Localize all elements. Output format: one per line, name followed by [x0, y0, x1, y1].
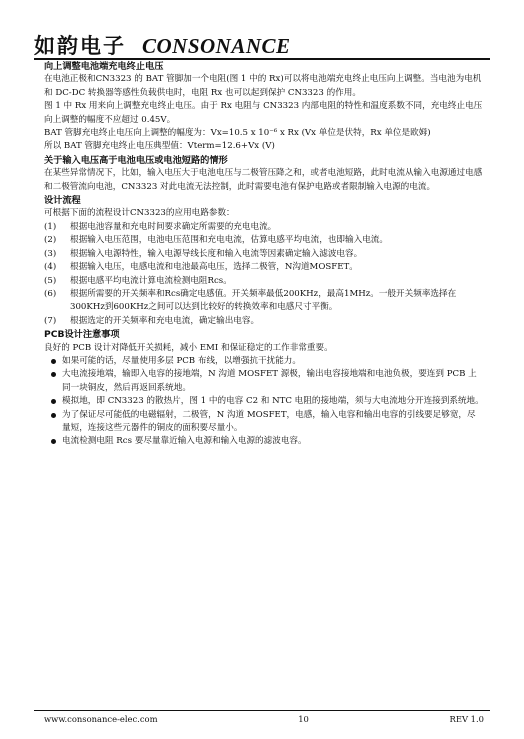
section-heading: 关于输入电压高于电池电压或电池短路的情形	[44, 154, 228, 166]
bullet-icon	[44, 395, 62, 408]
list-item	[44, 409, 484, 436]
footer-website: www.consonance-elec.com	[44, 714, 158, 724]
page-header	[34, 30, 291, 60]
design-step	[44, 248, 484, 261]
bullet-icon	[44, 355, 62, 368]
section-heading: 设计流程	[44, 195, 81, 207]
bullet-icon	[44, 435, 62, 448]
step-text: 根据电感平均电流计算电流检测电阻Rcs。	[70, 275, 232, 286]
section-heading: PCB设计注意事项	[44, 329, 120, 341]
page-content	[44, 60, 484, 449]
pcb-bullet-list	[44, 355, 484, 449]
step-number: (6)	[44, 288, 57, 299]
design-step	[44, 221, 484, 234]
paragraph: 在电池正极和CN3323 的 BAT 管脚加一个电阻(图 1 中的 Rx)可以将电池端充电终止电压向上调整。当电池为电机和 DC-DC 转换器等感性负载供电时，电阻 Rx 也可以起到保护 CN3323 的作用。	[44, 74, 482, 98]
list-item	[44, 395, 484, 408]
step-text: 根据选定的开关频率和充电电流，确定输出电容。	[70, 315, 260, 326]
bullet-text: 大电流接地端，输即入电容的接地端，N 沟道 MOSFET 源极，输出电容接地端和电池负极，要连到 PCB 上同一块铜皮，然后再返回系统地。	[62, 369, 477, 393]
list-item	[44, 355, 484, 368]
step-text: 根据输入电源特性，输入电源导线长度和输入电流等因素确定输入滤波电容。	[70, 248, 363, 259]
design-step	[44, 261, 484, 274]
formula-line: 所以 BAT 管脚充电终止电压典型值：Vterm=12.6+Vx (V)	[44, 141, 275, 152]
list-item	[44, 435, 484, 448]
revision-label: REV 1.0	[449, 714, 484, 724]
footer-divider	[34, 710, 490, 711]
design-step	[44, 288, 484, 315]
paragraph: 图 1 中 Rx 用来向上调整充电终止电压。由于 Rx 电阻与 CN3323 内部电阻的特性和温度系数不同，充电终止电压向上调整的幅度不应超过 0.45V。	[44, 101, 483, 125]
section-charge-voltage-adjust	[44, 60, 484, 154]
step-number: (1)	[44, 221, 57, 232]
step-number: (3)	[44, 248, 57, 259]
bullet-text: 如果可能的话，尽量使用多层 PCB 布线，以增强抗干扰能力。	[62, 355, 301, 366]
paragraph: 可根据下面的流程设计CN3323的应用电路参数：	[44, 208, 235, 219]
step-number: (4)	[44, 262, 57, 273]
paragraph: 良好的 PCB 设计对降低开关损耗，减小 EMI 和保证稳定的工作非常重要。	[44, 342, 333, 353]
step-number: (5)	[44, 275, 57, 286]
design-step-list	[44, 221, 484, 328]
step-text: 根据电池容量和充电时间要求确定所需要的充电电流。	[70, 221, 277, 232]
brand-logo-cn: 如韵电子	[34, 33, 126, 58]
list-item	[44, 368, 484, 395]
step-number: (7)	[44, 315, 57, 326]
step-text: 根据输入电压，电感电流和电池最高电压，选择二极管，N沟道MOSFET。	[70, 262, 358, 273]
step-text: 根据输入电压范围，电池电压范围和充电电流，估算电感平均电流，也即输入电流。	[70, 235, 388, 246]
page-footer	[44, 714, 484, 724]
bullet-text: 模拟地，即 CN3323 的散热片，图 1 中的电容 C2 和 NTC 电阻的接地端，须与大电流地分开连接到系统地。	[62, 396, 484, 407]
design-step	[44, 315, 484, 328]
section-design-flow	[44, 194, 484, 328]
section-pcb-notes	[44, 328, 484, 449]
step-text: 根据所需要的开关频率和Rcs确定电感值。开关频率最低200KHz，最高1MHz。一般开关频率选择在300KHz到600KHz之间可以达到比较好的转换效率和电感尺寸平衡。	[70, 288, 457, 313]
brand-logo-en: CONSONANCE	[142, 34, 291, 58]
section-overvoltage-short	[44, 154, 484, 194]
bullet-icon	[44, 368, 62, 395]
bullet-text: 电流检测电阻 Rcs 要尽量靠近输入电源和输入电源的滤波电容。	[62, 436, 307, 447]
step-number: (2)	[44, 235, 57, 246]
design-step	[44, 275, 484, 288]
page-number: 10	[298, 714, 309, 724]
formula-line: BAT 管脚充电终止电压向上调整的幅度为：Vx=10.5 x 10⁻⁶ x Rx (Vx 单位是伏特，Rx 单位是欧姆)	[44, 128, 431, 139]
design-step	[44, 234, 484, 247]
bullet-icon	[44, 409, 62, 436]
paragraph: 在某些异常情况下，比如，输入电压大于电池电压与二极管压降之和，或者电池短路，此时电流从输入电源通过电感和二极管流向电池，CN3323 对此电流无法控制，此时需要电池有保护电路或者限制输入电源的电流。	[44, 168, 483, 192]
section-heading: 向上调整电池端充电终止电压	[44, 61, 164, 72]
bullet-text: 为了保证尽可能低的电磁辐射，二极管，N 沟道 MOSFET，电感，输入电容和输出电容的引线要足够宽，尽量短，连接这些元器件的铜皮的面积要尽量小。	[62, 409, 476, 433]
